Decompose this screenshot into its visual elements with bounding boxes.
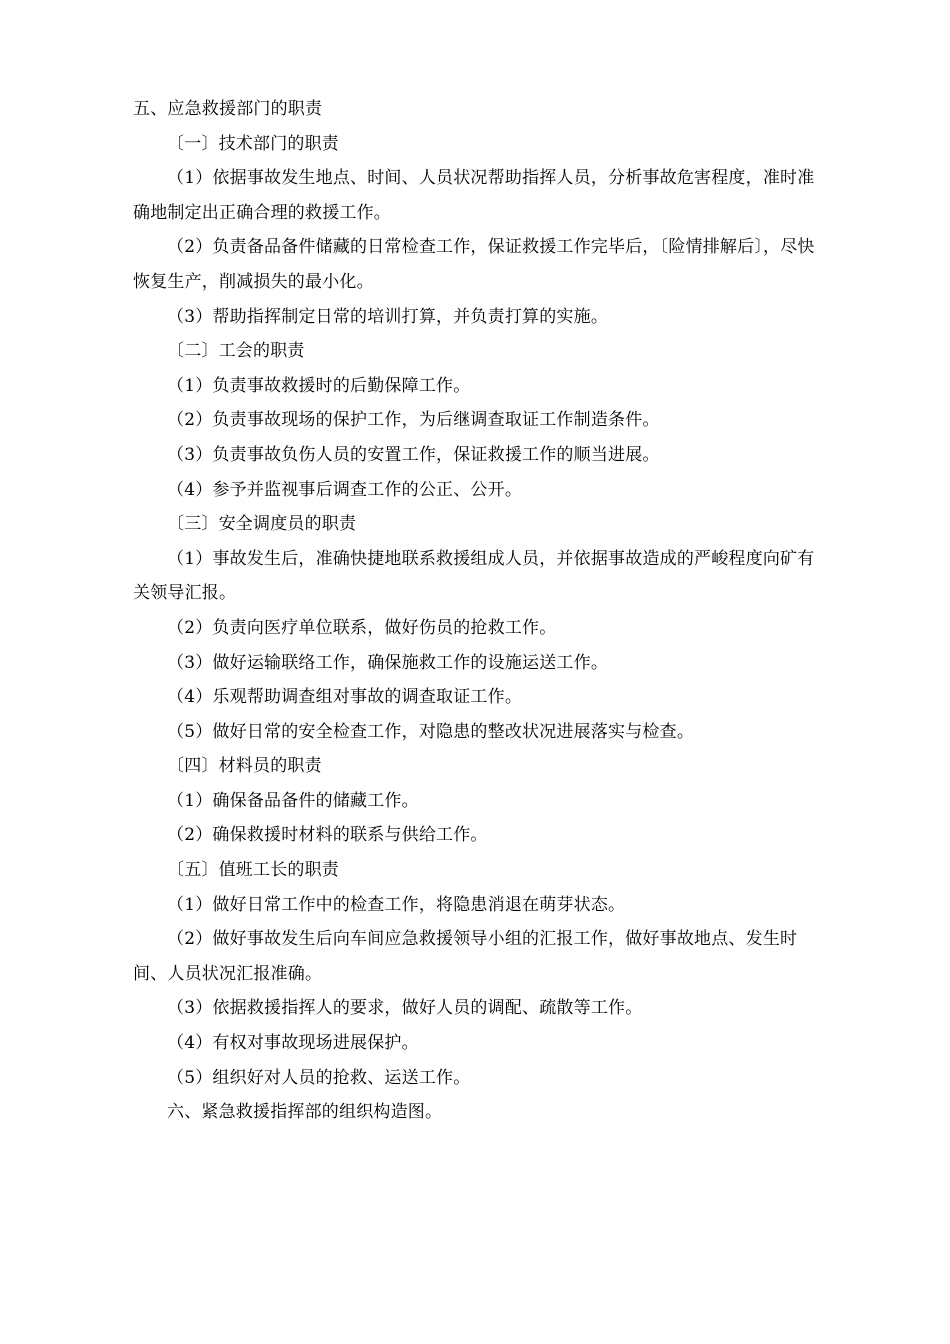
list-item: （2）负责向医疗单位联系，做好伤员的抢救工作。 xyxy=(167,617,557,638)
list-item: （1）做好日常工作中的检查工作，将隐患消退在萌芽状态。 xyxy=(167,894,626,915)
document-body xyxy=(133,92,823,1130)
list-item: （5）做好日常的安全检查工作，对隐患的整改状况进展落实与检查。 xyxy=(167,721,695,742)
list-item: （2）确保救援时材料的联系与供给工作。 xyxy=(167,825,488,846)
list-item: （2）负责事故现场的保护工作，为后继调查取证工作制造条件。 xyxy=(167,410,660,431)
list-item: （4）参予并监视事后调查工作的公正、公开。 xyxy=(167,479,523,500)
subsection-heading: 〔三〕安全调度员的职责 xyxy=(167,514,357,535)
list-item: （5）组织好对人员的抢救、运送工作。 xyxy=(167,1067,471,1088)
list-item: （3）负责事故负伤人员的安置工作，保证救援工作的顺当进展。 xyxy=(167,444,660,465)
list-item: （1）确保备品备件的储藏工作。 xyxy=(167,790,419,811)
subsection-heading: 〔四〕材料员的职责 xyxy=(167,756,322,777)
list-item: （1）负责事故救援时的后勤保障工作。 xyxy=(167,375,471,396)
list-item: （3）依据救援指挥人的要求，做好人员的调配、疏散等工作。 xyxy=(167,998,643,1019)
list-item: （2）负责备品备件储藏的日常检查工作，保证救援工作完毕后，〔险情排解后〕，尽快恢复生产，削减损失的最小化。 xyxy=(133,237,815,292)
subsection-heading: 〔二〕工会的职责 xyxy=(167,341,305,362)
subsection-heading: 〔一〕技术部门的职责 xyxy=(167,133,339,154)
subsection-heading: 〔五〕值班工长的职责 xyxy=(167,860,339,881)
section-heading: 六、紧急救援指挥部的组织构造图。 xyxy=(167,1102,443,1123)
list-item: （4）乐观帮助调查组对事故的调查取证工作。 xyxy=(167,687,523,708)
list-item: （3）帮助指挥制定日常的培训打算，并负责打算的实施。 xyxy=(167,306,609,327)
list-item: （2）做好事故发生后向车间应急救援领导小组的汇报工作，做好事故地点、发生时间、人员状况汇报准确。 xyxy=(133,929,798,984)
list-item: （1）依据事故发生地点、时间、人员状况帮助指挥人员，分析事故危害程度，准时准确地制定出正确合理的救援工作。 xyxy=(133,168,815,223)
list-item: （4）有权对事故现场进展保护。 xyxy=(167,1033,419,1054)
list-item: （3）做好运输联络工作，确保施救工作的设施运送工作。 xyxy=(167,652,609,673)
list-item: （1）事故发生后，准确快捷地联系救援组成人员，并依据事故造成的严峻程度向矿有关领导汇报。 xyxy=(133,548,815,604)
section-heading: 五、应急救援部门的职责 xyxy=(133,99,323,119)
